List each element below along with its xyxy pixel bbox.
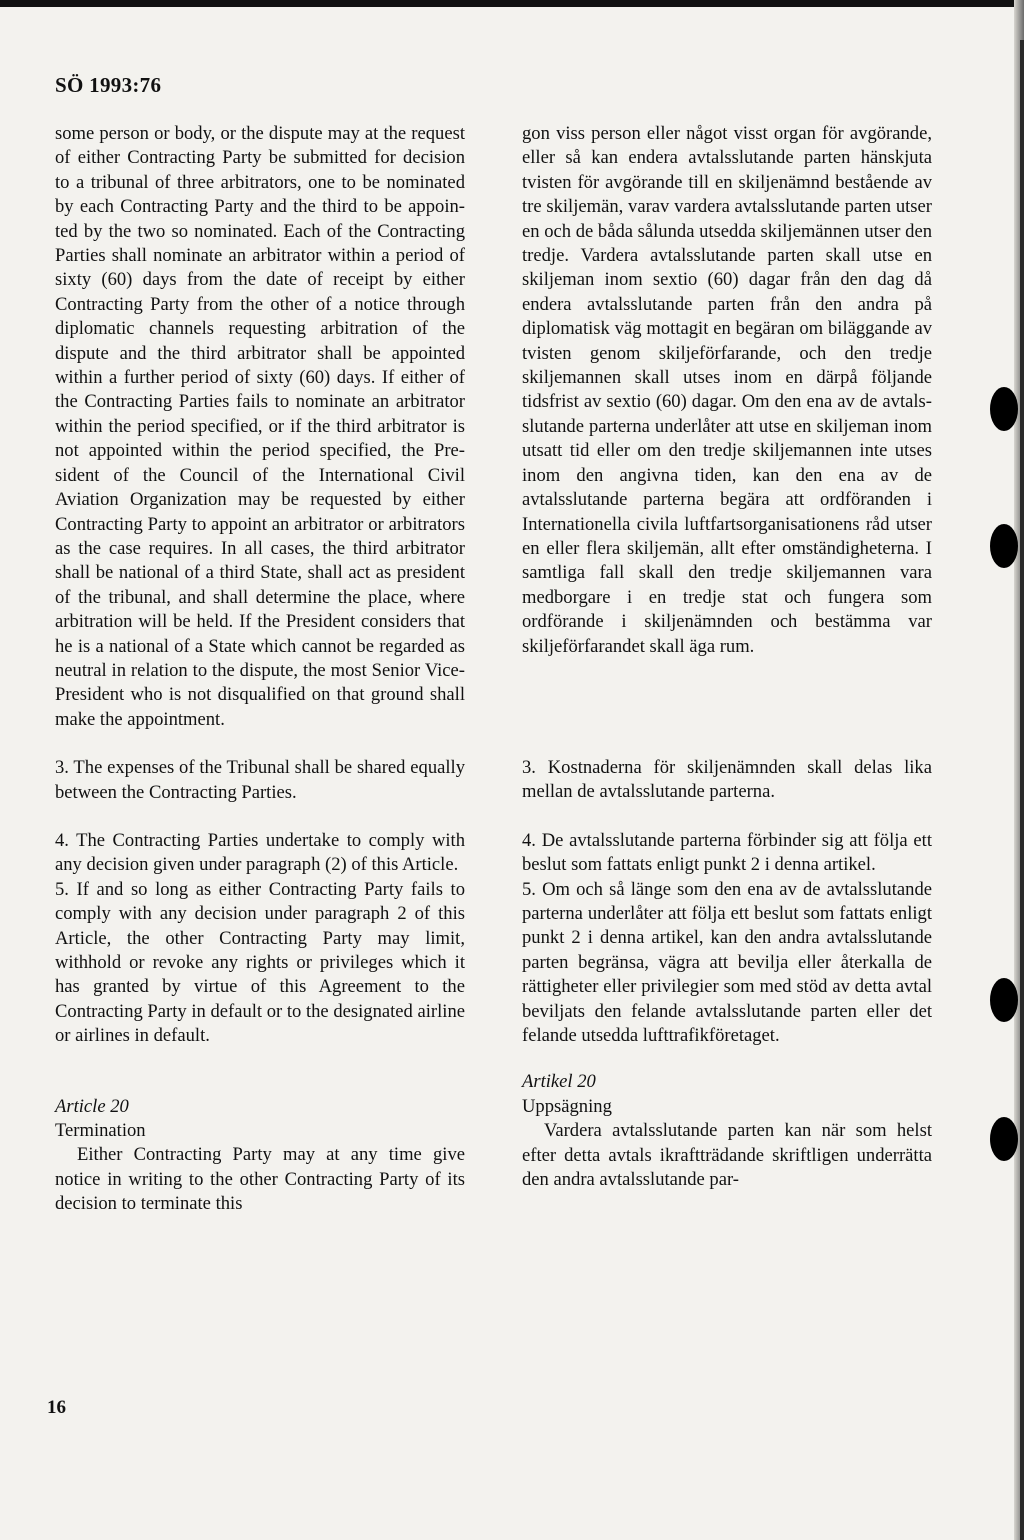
page-number: 16 bbox=[47, 1397, 66, 1418]
top-border-rule bbox=[0, 0, 1024, 7]
paragraph-default-sv: 5. Om och så länge som den ena av de avtalsslutande parterna underlåter att följa ett beslut som fattats enligt punkt 2 i denna artikel, kan den andra avtalsslutande parten begränsa, vägra att bevilja eller återkalla de rättigheter eller privilegier som med stöd av detta avtal beviljats den felande avtalsslutande parten eller det felande utsedda lufttrafikföretaget. bbox=[522, 878, 932, 1046]
binder-hole-mark bbox=[990, 387, 1018, 431]
paragraph-arbitration-sv: gon viss person eller något visst organ för avgörande, eller så kan endera avtalsslutande parten hänskjuta tvisten för avgörande till en skiljenämnd bestående av tre skiljemän, varav vardera avtalsslutande parten utser en och de båda sålunda utsedda skiljemännen utser den tredje. Vardera avtalsslutande parten skall utse en skiljeman inom sextio (60) dagar från den dag då endera avtalsslutande parten från den andra på diplomatisk väg mottagit en begäran om biläggande av tvisten genom skiljeförfarande, och den tredje skiljemannen skall utses inom en därpå följande tidsfrist av sextio (60) dagar. Om den ena av de avtalsslutande parterna underlåter att utse en skiljeman inom utsatt tid eller om den tredje skiljemannen inte utses inom den angivna tiden, kan den ena av de avtalsslutande parterna begära att ordföranden i Internationella civila luftfartsorganisationens råd utser en eller flera skiljemän, allt efter omständigheterna. I samtliga fall skall den tredje skiljemannen vara medborgare i en tredje stat och fungera som ordförande i skiljenämnden och bestämma var skiljeförfarandet skall äga rum. bbox=[522, 123, 932, 657]
paragraph-termination-sv: Vardera avtalsslutande parten kan när som helst efter detta avtals ikraftträdande skriftligen underrätta den andra avtalsslutande par- bbox=[522, 1120, 932, 1191]
english-column bbox=[55, 122, 465, 1217]
document-reference: SÖ 1993:76 bbox=[55, 73, 162, 97]
article-number-en: Article 20 bbox=[55, 1095, 129, 1117]
paragraph-comply-sv: 4. De avtalsslutande parterna förbinder sig att följa ett beslut som fattats enligt punkt 2 i denna artikel. bbox=[522, 829, 932, 876]
binder-hole-mark bbox=[990, 978, 1018, 1022]
paragraph-termination-en: Either Contracting Party may at any time give notice in writing to the other Contracting Party of its decision to terminate this bbox=[55, 1144, 465, 1215]
paragraph-expenses-sv: 3. Kostnaderna för skiljenämnden skall delas lika mellan de avtalsslutande parterna. bbox=[522, 756, 932, 803]
binder-hole-mark bbox=[990, 1117, 1018, 1161]
article-title-sv: Uppsägning bbox=[522, 1095, 612, 1117]
binder-hole-mark bbox=[990, 524, 1018, 568]
article-number-sv: Artikel 20 bbox=[522, 1071, 596, 1093]
paragraph-expenses-en: 3. The expenses of the Tribunal shall be shared equally between the Contracting Parties. bbox=[55, 757, 465, 803]
swedish-column bbox=[522, 122, 932, 1192]
paragraph-default-en: 5. If and so long as either Contracting Party fails to comply with any decision under paragraph 2 of this Article, the other Contracting Party may limit, withhold or revoke any rights or privileges which it has granted by virtue of this Agreement to the Contracting Party in default or to the designated airline or airlines in default. bbox=[55, 878, 465, 1047]
page-edge-line bbox=[1020, 40, 1024, 1540]
article-title-en: Termination bbox=[55, 1120, 146, 1142]
paragraph-comply-en: 4. The Contracting Parties undertake to comply with any decision given under paragraph (2) of this Article. bbox=[55, 829, 465, 876]
paragraph-arbitration-en: some person or body, or the dispute may at the request of either Contracting Party be submitted for decision to a tribunal of three arbitrators, one to be nominated by each Contracting Party and the third to be appointed by the two so nominated. Each of the Contracting Parties shall nominate an arbitrator within a period of sixty (60) days from the date of receipt by either Contracting Party from the other of a notice through diplomatic channels requesting arbitration of the dispute and the third arbitrator shall be appointed within a further period of sixty (60) days. If either of the Contracting Parties fails to nominate an arbitrator within the period specified, or if the third arbitrator is not appointed within the period specified, the President of the Council of the International Civil Aviation Organization may be requested by either Contracting Party to appoint an arbitrator or arbitrators as the case requires. In all cases, the third arbitrator shall be national of a third State, shall act as president of the tribunal, and shall determine the place, where arbitration will be held. If the President considers that he is a national of a State which cannot be regarded as neutral in relation to the dispute, the most Senior Vice-President who is not disqualified on that ground shall make the appointment. bbox=[55, 123, 465, 730]
